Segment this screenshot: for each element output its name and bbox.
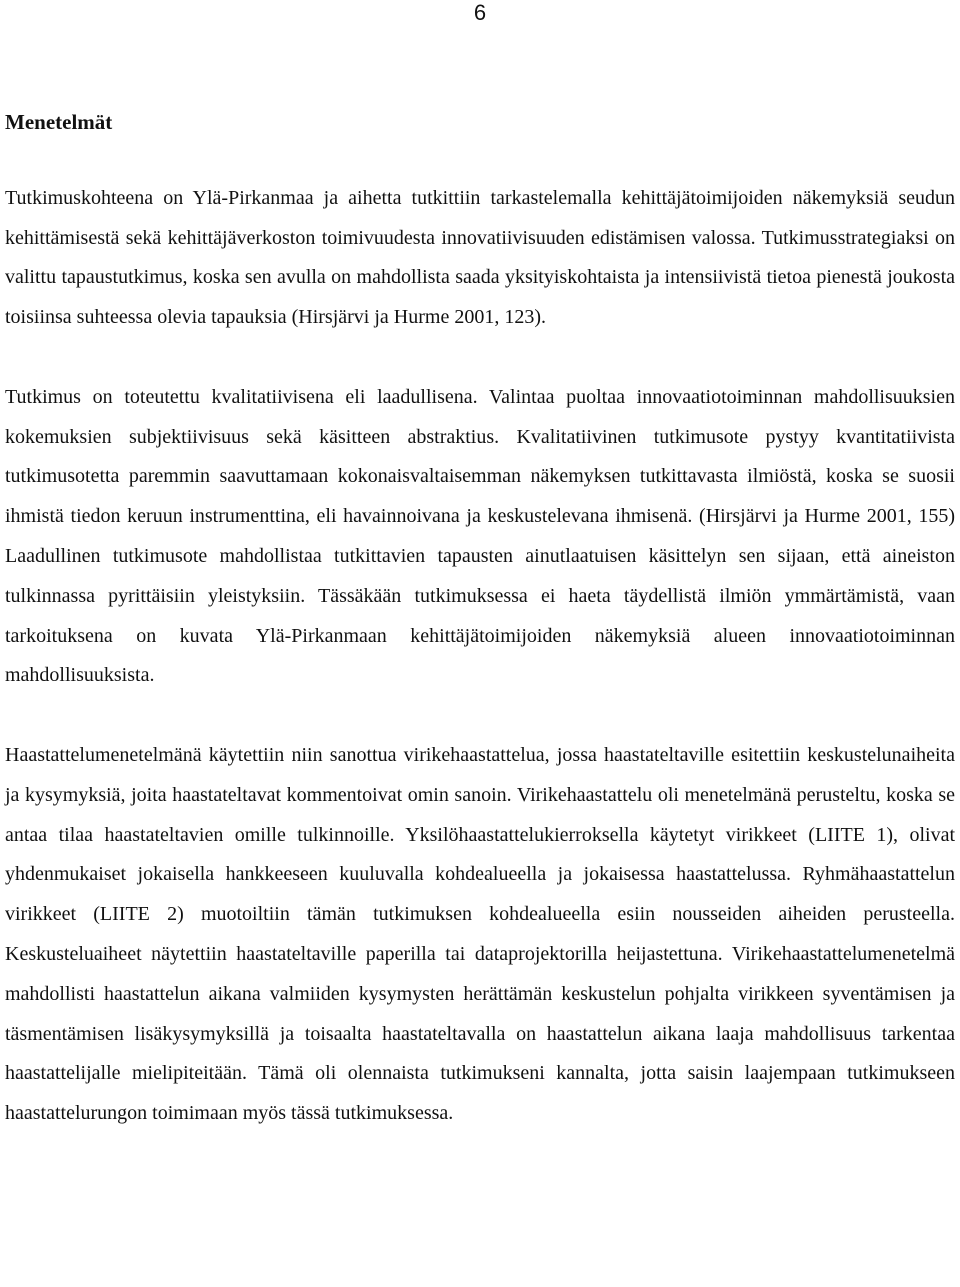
page-number: 6 <box>473 0 487 25</box>
paragraph-3: Haastattelumenetelmänä käytettiin niin sanottua virikehaastattelua, jossa haastateltaville esitettiin keskustelunaiheita ja kysymyksiä, joita haastateltavat kommentoivat omin sanoin. Virikehaastattelu oli menetelmänä perusteltu, koska se antaa tilaa haastateltavien omille tulkinnoille. Yksilöhaastattelukierroksella käytetyt virikkeet (LIITE 1), olivat yhdenmukaiset jokaisella hankkeeseen kuuluvalla kohdealueella ja jokaisessa haastattelussa. Ryhmähaastattelun virikkeet (LIITE 2) muotoiltiin tämän tutkimuksen kohdealueella esiin nousseiden aiheiden perusteella. Keskusteluaiheet näytettiin haastateltaville paperilla tai dataprojektorilla heijastettuna. Virikehaastattelumenetelmä mahdollisti haastattelun aikana valmiiden kysymysten herättämän keskustelun pohjalta virikkeen syventämisen ja täsmentämisen lisäkysymyksillä ja toisaalta haastateltavalla on haastattelun aikana laaja mahdollisuus tarkentaa haastattelijalle mielipiteitään. Tämä oli olennaista tutkimukseni kannalta, jotta saisin laajempaan tutkimukseen haastattelurungon toimimaan myös tässä tutkimuksessa. <box>5 743 955 1125</box>
section-heading: Menetelmät <box>5 110 113 134</box>
document-body <box>5 106 955 1134</box>
paragraph-1: Tutkimuskohteena on Ylä-Pirkanmaa ja aihetta tutkittiin tarkastelemalla kehittäjätoimijoiden näkemyksiä seudun kehittämisestä sekä kehittäjäverkoston toimivuudesta innovatiivisuuden edistämisen valossa. Tutkimusstrategiaksi on valittu tapaustutkimus, koska sen avulla on mahdollista saada yksityiskohtaista ja intensiivistä tietoa pienestä joukosta toisiinsa suhteessa olevia tapauksia (Hirsjärvi ja Hurme 2001, 123). <box>5 186 955 329</box>
paragraph-2: Tutkimus on toteutettu kvalitatiivisena eli laadullisena. Valintaa puoltaa innovaatiotoiminnan mahdollisuuksien kokemuksien subjektiivisuus sekä käsitteen abstraktius. Kvalitatiivinen tutkimusote pystyy kvantitatiivista tutkimusotetta paremmin saavuttamaan kokonaisvaltaisemman näkemyksen tutkittavasta ilmiöstä, koska se suosii ihmistä tiedon keruun instrumenttina, eli havainnoivana ja keskustelevana ihmisenä. (Hirsjärvi ja Hurme 2001, 155) Laadullinen tutkimusote mahdollistaa tutkittavien tapausten ainutlaatuisen käsittelyn sen sijaan, että aineiston tulkinnassa pyrittäisiin yleistyksiin. Tässäkään tutkimuksessa ei haeta täydellistä ilmiön ymmärtämistä, vaan tarkoituksena on kuvata Ylä-Pirkanmaan kehittäjätoimijoiden näkemyksiä alueen innovaatiotoiminnan mahdollisuuksista. <box>5 385 955 687</box>
